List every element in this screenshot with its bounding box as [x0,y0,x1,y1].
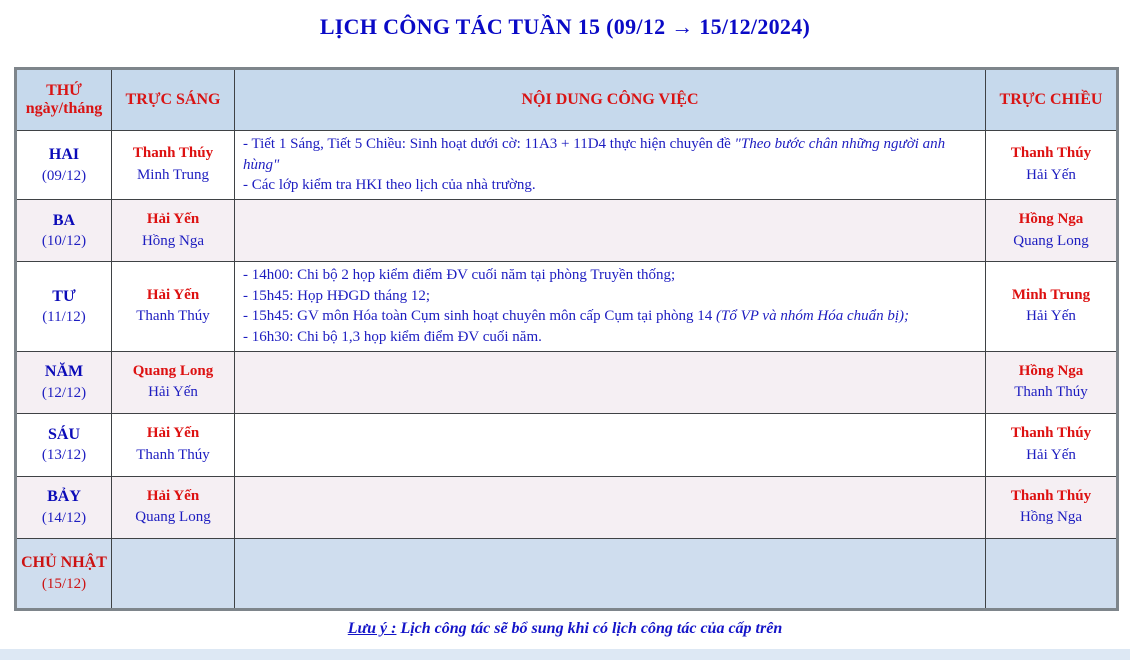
day-name: SÁU [47,425,80,443]
duty-lead: Minh Trung [1011,286,1091,303]
day-date: (09/12) [41,167,87,184]
duty-lead: Thanh Thúy [132,145,214,162]
column-header-content: NỘI DUNG CÔNG VIỆC [235,69,986,131]
table-row-friday [16,413,1118,476]
duty-lead: Hải Yến [146,425,200,442]
duty-lead: Hải Yến [146,286,200,303]
content-text: - 14h00: Chi bộ 2 họp kiểm điểm ĐV cuối năm tại phòng Truyền thống; [243,267,676,284]
duty-second: Thanh Thúy [136,446,210,463]
cell-content [235,538,986,609]
column-header-day-line1: THỨ [46,82,82,99]
content-line [243,134,979,175]
duty-second: Quang Long [1013,232,1089,249]
duty-lead: Thanh Thúy [1010,487,1092,504]
duty-lead: Hải Yến [146,210,200,227]
table-row-monday [16,131,1118,200]
cell-content [235,131,986,200]
duty-second: Minh Trung [136,167,210,184]
table-row-wednesday [16,262,1118,352]
content-text: - 16h30: Chi bộ 1,3 họp kiểm điểm ĐV cuối năm. [243,329,542,346]
cell-afternoon-duty [986,413,1118,476]
header-row [16,69,1118,131]
duty-second: Hồng Nga [141,232,205,249]
day-date: (15/12) [41,575,87,592]
duty-second: Hải Yến [1026,167,1076,184]
cell-content [235,476,986,538]
content-line [243,327,979,348]
duty-lead: Thanh Thúy [1010,425,1092,442]
cell-day [16,200,112,262]
day-name: BA [52,211,76,229]
column-header-morning: TRỰC SÁNG [112,69,235,131]
content-text: - 15h45: GV môn Hóa toàn Cụm sinh hoạt chuyên môn cấp Cụm tại phòng 14 [243,308,717,325]
content-text: - Tiết 1 Sáng, Tiết 5 Chiều: Sinh hoạt dưới cờ: 11A3 + 11D4 thực hiện chuyên đề [243,136,735,152]
content-text: - Các lớp kiểm tra HKI theo lịch của nhà trường. [243,177,536,194]
table-row-tuesday [16,200,1118,262]
duty-lead: Quang Long [132,362,214,379]
cell-day [16,262,112,352]
content-line [243,286,979,307]
bottom-accent-bar [0,649,1130,660]
duty-second: Hồng Nga [1019,509,1083,526]
schedule-table [14,67,1119,611]
content-text: - 15h45: Họp HĐGD tháng 12; [243,287,431,304]
page-title: LỊCH CÔNG TÁC TUẦN 15 (09/12 → 15/12/2024) [319,14,811,39]
cell-day [16,538,112,609]
day-name: TƯ [52,287,76,305]
duty-second: Hải Yến [148,384,198,401]
cell-morning-duty [112,538,235,609]
table-row-saturday [16,476,1118,538]
cell-content [235,200,986,262]
cell-afternoon-duty [986,476,1118,538]
duty-second: Quang Long [135,509,211,526]
day-name: HAI [48,146,80,164]
day-date: (14/12) [41,509,87,526]
content-emphasis: (Tổ VP và nhóm Hóa chuẩn bị); [716,308,910,325]
cell-day [16,131,112,200]
cell-day [16,413,112,476]
table-row-thursday [16,351,1118,413]
day-date: (12/12) [41,384,87,401]
duty-second: Thanh Thúy [136,308,210,325]
duty-second: Hải Yến [1026,446,1076,463]
cell-afternoon-duty [986,351,1118,413]
cell-afternoon-duty [986,131,1118,200]
cell-morning-duty [112,351,235,413]
footer-note [0,620,1130,638]
duty-lead: Hải Yến [146,487,200,504]
cell-morning-duty [112,476,235,538]
cell-content [235,413,986,476]
cell-afternoon-duty [986,200,1118,262]
day-date: (11/12) [42,309,86,326]
cell-afternoon-duty [986,262,1118,352]
column-header-afternoon: TRỰC CHIỀU [986,69,1118,131]
footer-note-text: Lịch công tác sẽ bổ sung khi có lịch công tác của cấp trên [396,620,783,637]
duty-lead: Thanh Thúy [1010,145,1092,162]
duty-lead: Hồng Nga [1018,362,1084,379]
content-line [243,265,979,286]
column-header-day-line2: ngày/tháng [25,100,103,117]
cell-morning-duty [112,200,235,262]
cell-day [16,476,112,538]
footer-note-label: Lưu ý : [347,620,397,637]
day-name: CHỦ NHẬT [21,554,107,572]
duty-second: Thanh Thúy [1014,384,1088,401]
duty-lead: Hồng Nga [1018,210,1084,227]
content-emphasis: "Theo bước chân những người anh hùng" [243,136,946,173]
cell-morning-duty [112,131,235,200]
table-row-sunday [16,538,1118,609]
day-date: (13/12) [41,447,87,464]
content-line [243,175,979,196]
column-header-day [16,69,112,131]
cell-content [235,262,986,352]
duty-second: Hải Yến [1026,308,1076,325]
content-line [243,306,979,327]
cell-morning-duty [112,262,235,352]
day-date: (10/12) [41,233,87,250]
cell-afternoon-duty [986,538,1118,609]
cell-morning-duty [112,413,235,476]
day-name: NĂM [44,363,84,381]
cell-day [16,351,112,413]
day-name: BẢY [47,488,81,506]
cell-content [235,351,986,413]
